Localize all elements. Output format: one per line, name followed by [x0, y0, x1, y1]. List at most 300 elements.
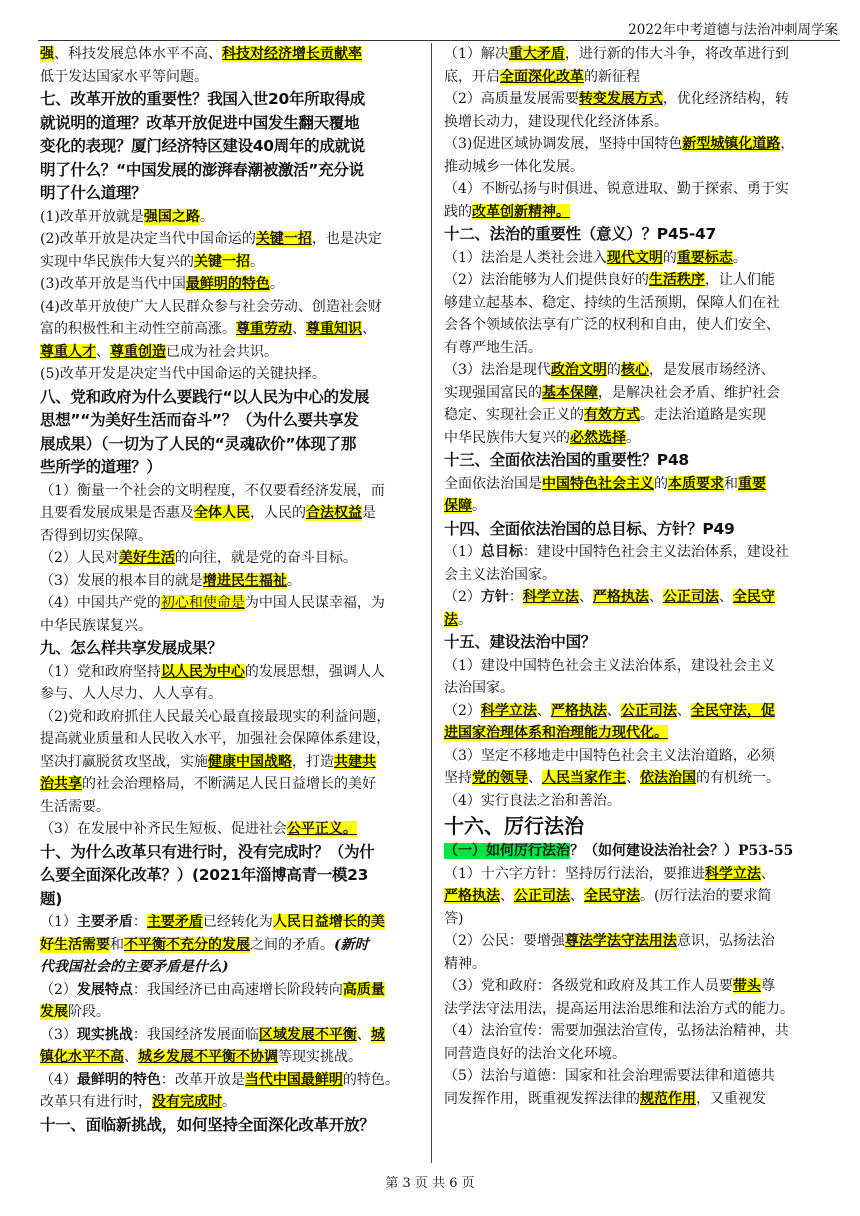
text-span: ：改革开放是 — [160, 1071, 245, 1088]
text-span: 的 — [606, 362, 621, 378]
text-line — [444, 111, 822, 134]
text-span: 中华民族伟大复兴的 — [444, 429, 570, 446]
highlighted-text: 科学立法 — [704, 865, 761, 882]
highlighted-text: 人民当家作主 — [542, 770, 626, 786]
highlighted-text: ？（如何建设法治社会？）P53-55 — [570, 843, 794, 859]
text-line — [40, 956, 422, 979]
text-span: 十四、全面依法治国的总目标、方针？P49 — [444, 519, 735, 538]
text-span: （4）法治宣传：需要加强法治宣传，弘扬法治精神，共 — [444, 1023, 789, 1039]
highlighted-text: 美好生活 — [118, 550, 175, 566]
text-line — [444, 133, 822, 156]
text-line — [444, 404, 822, 427]
text-span: (2)改革开放是决定当代中国命运的 — [40, 231, 256, 247]
text-span: 的特色。 — [342, 1071, 399, 1088]
text-line — [444, 359, 822, 382]
highlighted-text: 重要 — [738, 475, 766, 492]
text-span: ，是解决社会矛盾、维护社会 — [598, 384, 780, 401]
highlighted-text: 政治文明 — [550, 362, 607, 378]
text-span: 。 — [250, 253, 264, 270]
text-span: 够建立起基本、稳定、持续的生活预期，保障人们在社 — [444, 294, 780, 311]
text-span: （3）坚定不移地走中国特色社会主义法治道路，必须 — [444, 747, 775, 764]
highlighted-text: 党的领导 — [472, 770, 528, 786]
highlighted-text: 法 — [444, 611, 458, 628]
text-span: ，打造 — [292, 753, 334, 770]
text-span: 明了什么？“中国发展的澎湃春潮被激活”充分说 — [40, 160, 364, 179]
text-span: （4） — [40, 1071, 77, 1088]
section-heading — [40, 456, 422, 480]
highlighted-text: 全民守法 — [584, 888, 640, 904]
text-span: 八、党和政府为什么要践行“以人民为中心的发展 — [40, 387, 370, 406]
text-span: 。 — [458, 611, 472, 628]
text-line — [444, 564, 822, 587]
section-heading — [40, 182, 422, 206]
highlighted-text: 治共享 — [40, 776, 82, 792]
text-span: 参与、人人尽力、人人享有。 — [40, 686, 222, 702]
highlighted-text: 全体人民 — [194, 505, 250, 521]
text-span: （2）法治能够为人们提供良好的 — [444, 272, 649, 288]
text-line — [40, 592, 422, 615]
text-span: 换增长动力，建设现代化经济体系。 — [444, 113, 668, 130]
text-span: 精神。 — [444, 955, 486, 972]
text-span: 么要全面深化改革？）(2021年淄博高青一模23 — [40, 866, 369, 884]
text-line — [444, 745, 822, 768]
text-span: ，人民的 — [250, 505, 306, 521]
text-span: 会各个领域依法享有广泛的权利和自由，使人们安全、 — [444, 317, 780, 333]
text-span: 七、改革开放的重要性？我国入世20年所取得成 — [40, 90, 365, 108]
text-line — [40, 796, 422, 819]
text-span: 、 — [648, 589, 663, 605]
highlighted-text: 强 — [40, 46, 54, 62]
text-span: 的发展思想，强调人人 — [244, 663, 385, 680]
highlighted-text: 人民日益增长的美 — [272, 914, 385, 930]
text-line — [40, 773, 422, 796]
text-span: 十三、全面依法治国的重要性？P48 — [444, 451, 689, 469]
text-span: ，优化经济结构，转 — [662, 91, 789, 107]
highlighted-text: 当代中国最鲜明 — [244, 1071, 343, 1088]
text-span: （1）十六字方针：坚持厉行法治，要推进 — [444, 865, 705, 882]
text-line — [444, 247, 822, 270]
text-line — [40, 296, 422, 319]
text-line — [40, 1001, 422, 1024]
text-span: （2）公民：要增强 — [444, 933, 565, 949]
text-span: 已经转化为 — [202, 914, 273, 930]
text-span: 思想”“为美好生活而奋斗”？（为什么要共享发 — [40, 411, 359, 429]
highlighted-text: 城乡发展不平衡不协调 — [138, 1049, 278, 1065]
highlighted-text: 方针 — [480, 589, 509, 605]
text-span: ，也是决定 — [311, 231, 382, 247]
text-line — [444, 292, 822, 315]
highlighted-text: 关键一招 — [194, 253, 250, 270]
highlighted-text: 全面深化改革 — [500, 68, 584, 85]
highlighted-text: 尊重人才 — [40, 343, 96, 360]
text-line — [444, 201, 822, 224]
text-span: 、 — [362, 321, 376, 337]
text-line — [444, 953, 822, 976]
text-span: （2） — [444, 589, 481, 605]
highlighted-text: （一）如何厉行法治 — [444, 843, 570, 859]
highlighted-text: 主要矛盾 — [76, 914, 133, 930]
section-heading — [40, 409, 422, 433]
highlighted-text: 发展 — [40, 1004, 68, 1020]
column-divider — [431, 43, 432, 1163]
text-span: （2） — [40, 981, 77, 998]
highlighted-text: 严格执法 — [592, 589, 649, 605]
highlighted-text: 尊重劳动 — [236, 321, 292, 337]
highlighted-text: 总目标 — [480, 544, 523, 560]
text-line — [444, 767, 822, 790]
text-span: 的有机统一。 — [696, 770, 780, 786]
text-line — [444, 66, 822, 89]
highlighted-text: 进国家治理体系和治理能力现代化。 — [444, 725, 668, 741]
highlighted-text: 城 — [370, 1026, 385, 1043]
text-line — [40, 43, 422, 66]
text-span: 法学法守法用法，提高运用法治思维和法治方式的能力。 — [444, 1000, 794, 1017]
text-span: 的新征程 — [584, 68, 640, 85]
text-span: 且要看发展成果是否惠及 — [40, 505, 194, 521]
highlighted-text: 科学立法 — [522, 589, 579, 605]
text-span: 。 — [286, 572, 301, 589]
highlighted-text: (新时 — [334, 936, 369, 953]
text-line — [444, 609, 822, 632]
highlighted-text: 最鲜明的特色 — [76, 1071, 161, 1088]
highlighted-text: 初心和使命是 — [160, 595, 245, 611]
text-span: （2)党和政府抓住人民最关心最直接最现实的利益问题， — [40, 708, 391, 725]
text-span: 、 — [676, 702, 691, 719]
text-span: 改革只有进行时， — [40, 1094, 152, 1110]
text-span: 坚持 — [444, 770, 472, 786]
text-span: 中华民族谋复兴。 — [40, 617, 152, 634]
text-span: 。 — [199, 208, 214, 225]
text-span: 、 — [606, 702, 621, 719]
text-span: ， — [780, 136, 795, 152]
text-span: （4）不断弘扬与时俱进、锐意进取、勤于探索、勇于实 — [444, 181, 789, 197]
text-line — [40, 66, 422, 89]
text-span: 、 — [292, 321, 306, 337]
text-span: 生活需要。 — [40, 798, 110, 815]
text-span: 践的 — [444, 203, 472, 220]
highlighted-text: 尊重知识 — [306, 321, 362, 337]
text-span: （1）法治是人类社会进入 — [444, 249, 607, 266]
text-span: 、 — [570, 888, 584, 904]
text-line — [40, 480, 422, 503]
text-span: ： — [132, 914, 147, 930]
highlighted-text: 公正司法 — [662, 589, 719, 605]
text-span: 富的积极性和主动性空前高涨。 — [40, 321, 236, 337]
text-span: 的向往，就是党的奋斗目标。 — [174, 550, 357, 566]
text-span: （3)促进区域协调发展，坚持中国特色 — [444, 136, 683, 152]
text-span: 十五、建设法治中国？ — [444, 633, 597, 651]
text-span: 。走法治道路是实现 — [640, 407, 766, 423]
text-span: 低于发达国家水平等问题。 — [40, 68, 208, 85]
highlighted-text: 全民守法，促 — [690, 702, 775, 719]
header-rule — [38, 40, 840, 41]
text-span: 十二、法治的重要性（意义）？P45-47 — [444, 225, 716, 243]
text-span: 和 — [724, 475, 738, 492]
text-span: 有尊严地生活。 — [444, 339, 542, 356]
highlighted-text: 基本保障 — [542, 384, 598, 401]
text-line — [444, 885, 822, 908]
text-span: ： — [508, 589, 523, 605]
text-line — [40, 228, 422, 251]
highlighted-text: 严格执法 — [444, 888, 500, 904]
text-line — [444, 975, 822, 998]
highlighted-text: 不平衡不充分的发展 — [124, 936, 250, 953]
section-heading — [444, 223, 822, 247]
highlighted-text: 核心 — [620, 362, 649, 378]
text-line — [40, 1091, 422, 1114]
highlighted-text: 科技对经济增长贡献率 — [222, 46, 362, 62]
text-span: 、 — [718, 589, 733, 605]
text-line — [444, 790, 822, 813]
highlighted-text: 现实挑战 — [76, 1026, 133, 1043]
text-span: 。(厉行法治的要求简 — [640, 888, 772, 904]
text-line — [40, 1024, 422, 1047]
text-line — [444, 677, 822, 700]
text-span: ，是发展市场经济、 — [648, 362, 775, 378]
highlighted-text: 科学立法 — [480, 702, 537, 719]
highlighted-text: 本质要求 — [668, 475, 724, 492]
text-span: 。 — [472, 498, 486, 514]
section-heading — [40, 433, 422, 457]
text-span: 已成为社会共识。 — [166, 343, 278, 360]
page-header: 2022年中考道德与法治冲刺周学案 — [628, 22, 838, 38]
text-span: （2） — [444, 702, 481, 719]
highlighted-text: 发展特点 — [76, 981, 133, 998]
highlighted-text: 关键一招 — [255, 231, 312, 247]
text-line — [444, 541, 822, 564]
text-span: 法治国家。 — [444, 680, 514, 696]
highlighted-text: 高质量 — [342, 981, 385, 998]
text-line — [40, 206, 422, 229]
highlighted-text: 重要标志 — [676, 249, 733, 266]
text-span: 九、怎么样共享发展成果？ — [40, 639, 223, 657]
text-span: 推动城乡一体化发展。 — [444, 158, 584, 175]
highlighted-text: 有效方式 — [584, 407, 640, 423]
highlighted-text: 保障 — [444, 498, 472, 514]
highlighted-text: 依法治国 — [640, 770, 696, 786]
text-span: （2）人民对 — [40, 550, 119, 566]
highlighted-text: 必然选择 — [570, 429, 626, 446]
highlighted-text: 带头 — [732, 978, 761, 994]
text-span: (5)改革开发是决定当代中国命运的关键抉择。 — [40, 366, 326, 382]
text-line — [40, 570, 422, 593]
highlighted-text: 没有完成时 — [152, 1094, 222, 1110]
highlighted-text: 严格执法 — [550, 702, 607, 719]
text-span: 等现实挑战。 — [278, 1049, 362, 1065]
section-heading — [40, 112, 422, 136]
text-span: 。 — [732, 249, 747, 266]
text-span: （1） — [444, 544, 481, 560]
text-span: （1）衡量一个社会的文明程度，不仅要看经济发展，而 — [40, 482, 385, 499]
text-span: 坚决打赢脱贫攻坚战，实施 — [40, 753, 208, 770]
text-line — [444, 156, 822, 179]
text-line — [40, 934, 422, 957]
text-line — [40, 318, 422, 341]
highlighted-text: 以人民为中心 — [160, 663, 245, 680]
text-span: （3）发展的根本目的就是 — [40, 572, 203, 589]
highlighted-text: 合法权益 — [306, 505, 362, 521]
text-line — [444, 269, 822, 292]
highlighted-text: 重大矛盾 — [508, 46, 565, 62]
text-line — [444, 840, 822, 863]
text-span: （1）解决 — [444, 46, 509, 62]
highlighted-text: 转变发展方式 — [578, 91, 663, 107]
text-span: 、科技发展总体水平不高、 — [54, 46, 222, 62]
text-line — [40, 661, 422, 684]
text-span: 意识，弘扬法治 — [676, 933, 775, 949]
text-span: （3） — [40, 1026, 77, 1043]
text-line — [444, 655, 822, 678]
text-span: ：我国经济发展面临 — [132, 1026, 259, 1043]
text-line — [444, 43, 822, 66]
text-span: 、 — [356, 1026, 371, 1043]
text-span: ，让人们能 — [704, 272, 775, 288]
text-span: 的社会治理格局，不断满足人民日益增长的美好 — [82, 776, 376, 792]
highlighted-text: 好生活需要 — [40, 936, 110, 953]
text-span: (3)改革开放是当代中国 — [40, 276, 186, 292]
highlighted-text: 公平正义。 — [286, 821, 357, 837]
text-span: ：我国经济已由高速增长阶段转向 — [132, 981, 343, 998]
highlighted-text: 代我国社会的主要矛盾是什么) — [40, 959, 229, 975]
text-span: （1）建设中国特色社会主义法治体系，建设社会主义 — [444, 657, 775, 674]
text-span: 实现中华民族伟大复兴的 — [40, 253, 194, 270]
text-span: 、 — [124, 1049, 138, 1065]
highlighted-text: 健康中国战略 — [208, 753, 292, 770]
section-heading — [444, 631, 822, 655]
text-span: 之间的矛盾。 — [250, 936, 334, 953]
highlighted-text: 共建共 — [334, 753, 376, 770]
text-span: （4）中国共产党的 — [40, 595, 161, 611]
text-span: 、 — [626, 770, 640, 786]
text-line — [444, 1043, 822, 1066]
text-line — [40, 502, 422, 525]
text-span: （1）党和政府坚持 — [40, 663, 161, 680]
text-span: 同营造良好的法治文化环境。 — [444, 1045, 626, 1062]
text-line — [40, 979, 422, 1002]
text-span: 底，开启 — [444, 68, 500, 85]
text-line — [444, 427, 822, 450]
text-line — [444, 700, 822, 723]
text-line — [444, 1020, 822, 1043]
text-line — [444, 722, 822, 745]
text-line — [444, 863, 822, 886]
text-span: 十一、面临新挑战，如何坚持全面深化改革开放？ — [40, 1115, 375, 1134]
text-span: 提高就业质量和人民收入水平，加强社会保障体系建设， — [40, 731, 390, 747]
text-line — [40, 251, 422, 274]
text-span: (1)改革开放就是 — [40, 208, 144, 225]
text-line — [40, 1046, 422, 1069]
text-span: 同发挥作用，既重视发挥法律的 — [444, 1090, 640, 1107]
text-span: 的 — [654, 475, 668, 492]
text-line — [444, 314, 822, 337]
text-span: 稳定、实现社会正义的 — [444, 407, 584, 423]
highlighted-text: 公正司法 — [514, 888, 570, 904]
text-span: （3）法治是现代 — [444, 362, 551, 378]
text-span: 实现强国富民的 — [444, 384, 542, 401]
text-span: 。 — [222, 1094, 236, 1110]
text-line — [40, 751, 422, 774]
text-line — [444, 382, 822, 405]
text-span: 和 — [110, 936, 124, 953]
left-column — [40, 43, 422, 1137]
text-line — [40, 706, 422, 729]
text-span: 。 — [626, 429, 640, 446]
text-span: 题) — [40, 889, 62, 908]
text-line — [444, 178, 822, 201]
highlighted-text: 区域发展不平衡 — [258, 1026, 357, 1043]
text-span: ：建设中国特色社会主义法治体系，建设社 — [522, 544, 789, 560]
text-span: 、 — [96, 343, 110, 360]
section-heading — [40, 88, 422, 112]
text-span: 十、为什么改革只有进行时，没有完成时？（为什 — [40, 842, 375, 861]
highlighted-text: 强国之路 — [143, 208, 200, 225]
section-heading — [444, 812, 822, 840]
text-span: 明了什么道理？ — [40, 184, 147, 202]
text-span: 的 — [662, 249, 677, 266]
highlighted-text: 尊重创造 — [110, 343, 166, 360]
text-line — [444, 88, 822, 111]
text-span: 为中国人民谋幸福，为 — [244, 595, 385, 611]
section-heading — [444, 518, 822, 542]
section-heading — [444, 449, 822, 473]
text-span: 阶段。 — [68, 1004, 110, 1020]
text-line — [40, 273, 422, 296]
highlighted-text: 规范作用 — [640, 1090, 696, 1107]
text-line — [444, 586, 822, 609]
section-heading — [40, 386, 422, 410]
text-span: 、 — [528, 770, 542, 786]
highlighted-text: 现代文明 — [606, 249, 663, 266]
text-span: ，进行新的伟大斗争，将改革进行到 — [564, 46, 789, 62]
section-heading — [40, 135, 422, 159]
section-heading — [40, 864, 422, 888]
text-span: （3）在发展中补齐民生短板、促进社会 — [40, 821, 287, 837]
text-span: （5）法治与道德：国家和社会治理需要法律和道德共 — [444, 1068, 775, 1084]
highlighted-text: 增进民生福祉 — [202, 572, 287, 589]
text-line — [40, 728, 422, 751]
text-line — [40, 547, 422, 570]
text-span: (4)改革开放使广大人民群众参与社会劳动、创造社会财 — [40, 298, 382, 315]
text-span: 、 — [500, 888, 514, 904]
text-span: （1） — [40, 914, 77, 930]
highlighted-text: 公正司法 — [620, 702, 677, 719]
highlighted-text: 新型城镇化道路 — [682, 136, 781, 152]
text-span: 答) — [444, 910, 464, 927]
right-column — [444, 43, 822, 1110]
text-line — [444, 473, 822, 496]
text-line — [444, 998, 822, 1021]
text-line — [40, 818, 422, 841]
text-span: （2）高质量发展需要 — [444, 91, 579, 107]
text-span: 十六、厉行法治 — [444, 814, 584, 838]
text-span: 就说明的道理？改革开放促进中国发生翻天覆地 — [40, 113, 360, 132]
text-line — [40, 683, 422, 706]
highlighted-text: 全民守 — [732, 589, 775, 605]
text-span: （4）实行良法之治和善治。 — [444, 792, 621, 809]
text-span: 会主义法治国家。 — [444, 566, 556, 583]
text-span: 变化的表现？厦门经济特区建设40周年的成就说 — [40, 137, 365, 155]
section-heading — [40, 888, 422, 912]
text-line — [444, 930, 822, 953]
text-line — [444, 337, 822, 360]
text-line — [40, 525, 422, 548]
text-span: 是 — [362, 505, 376, 521]
text-span: 、 — [760, 865, 775, 882]
highlighted-text: 生活秩序 — [648, 272, 705, 288]
text-span: 展成果）（一切为了人民的“灵魂砍价”体现了那 — [40, 434, 357, 453]
highlighted-text: 改革创新精神。 — [472, 203, 570, 220]
highlighted-text: 最鲜明的特色 — [185, 276, 270, 292]
